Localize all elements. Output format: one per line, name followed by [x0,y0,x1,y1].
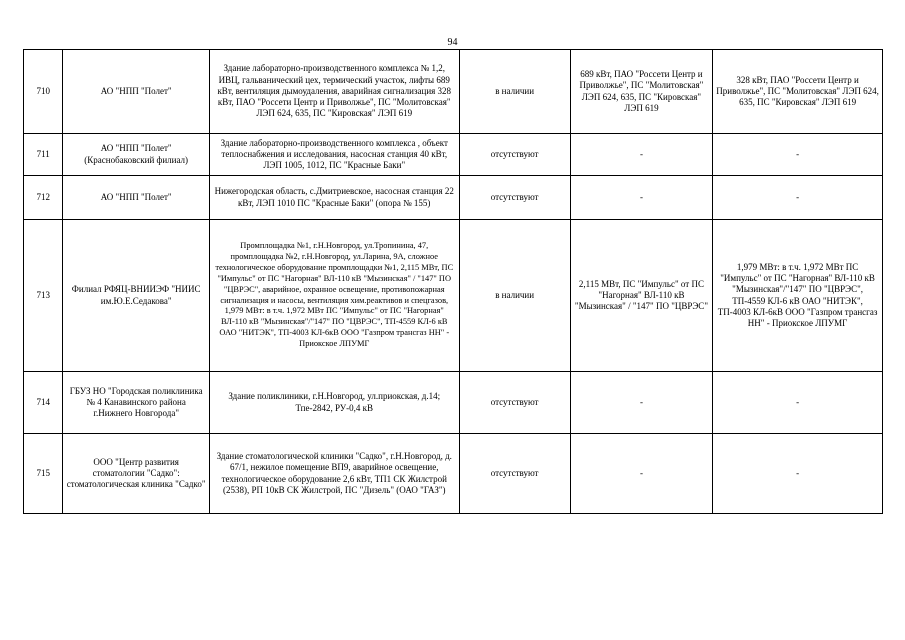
availability-status: отсутствуют [459,372,570,434]
power-source-1: - [570,134,712,176]
availability-status: в наличии [459,220,570,372]
power-source-1: - [570,372,712,434]
availability-status: отсутствуют [459,434,570,514]
organization-name: АО "НПП "Полет" (Краснобаковский филиал) [63,134,210,176]
row-number: 713 [24,220,63,372]
organization-name: ООО "Центр развития стоматологии "Садко": стоматологическая клиника "Садко" [63,434,210,514]
object-description: Промплощадка №1, г.Н.Новгород, ул.Тропинина, 47, промплощадка №2, г.Н.Новгород, ул.Ларина, 9А, сложное технологическое оборудование промплощадки №1, 2,115 МВт, ПС "Импульс" от ПС "Нагорная" ВЛ-110 кВ "Мызинская" / "147" ПО "ЦВРЭС", аварийное, охранное освещение, противопожарная сигнализация и насосы, вентиляция хим.реактивов и спецгазов, 1,979 МВт: в т.ч. 1,972 МВт ПС "Импульс" от ПС "Нагорная" ВЛ-110 кВ "Мызинская"/"147" ПО "ЦВРЭС", ТП-4559 КЛ-6 кВ ОАО "НИТЭК", ТП-4003 КЛ-6кВ ООО "Газпром трансгаз НН" - Приокское ЛПУМГ [209,220,459,372]
power-source-1: 689 кВт, ПАО "Россети Центр и Приволжье", ПС "Молитовская" ЛЭП 624, 635, ПС "Кировская" ЛЭП 619 [570,50,712,134]
availability-status: отсутствуют [459,134,570,176]
row-number: 711 [24,134,63,176]
power-source-1: - [570,434,712,514]
row-number: 715 [24,434,63,514]
object-description: Здание лабораторно-производственного комплекса , объект теплоснабжения и исследования, насосная станция 40 кВт, ЛЭП 1005, 1012, ПС "Красные Баки" [209,134,459,176]
organization-name: АО "НПП "Полет" [63,50,210,134]
power-source-1: 2,115 МВт, ПС "Импульс" от ПС "Нагорная" ВЛ-110 кВ "Мызинская" / "147" ПО "ЦВРЭС" [570,220,712,372]
table-row [24,372,883,434]
row-number: 714 [24,372,63,434]
availability-status: в наличии [459,50,570,134]
power-source-2: 1,979 МВт: в т.ч. 1,972 МВт ПС "Импульс" от ПС "Нагорная" ВЛ-110 кВ "Мызинская"/"147" ПО "ЦВРЭС", ТП-4559 КЛ-6 кВ ОАО "НИТЭК", ТП-4003 КЛ-6кВ ООО "Газпром трансгаз НН" - Приокское ЛПУМГ [713,220,883,372]
object-description: Здание лабораторно-производственного комплекса № 1,2, ИВЦ, гальванический цех, термический участок, лифты 689 кВт, вентиляция дымоудаления, аварийная сигнализация 328 кВт, ПАО "Россети Центр и Приволжье", ПС "Молитовская" ЛЭП 624, 635, ПС "Кировская" ЛЭП 619 [209,50,459,134]
power-source-2: 328 кВт, ПАО "Россети Центр и Приволжье", ПС "Молитовская" ЛЭП 624, 635, ПС "Кировская" ЛЭП 619 [713,50,883,134]
table-row [24,176,883,220]
organization-name: АО "НПП "Полет" [63,176,210,220]
table-row [24,434,883,514]
table-row [24,134,883,176]
object-description: Здание стоматологической клиники "Садко", г.Н.Новгород, д. 67/1, нежилое помещение ВП9, аварийное освещение, технологическое оборудование 2,6 кВт, ТП1 СК Жилстрой (2538), РП 10кВ СК Жилстрой, ПС "Дизель" (ОАО "ГАЗ") [209,434,459,514]
power-source-2: - [713,372,883,434]
power-source-1: - [570,176,712,220]
organization-name: ГБУЗ НО "Городская поликлиника № 4 Канавинского района г.Нижнего Новгорода" [63,372,210,434]
availability-status: отсутствуют [459,176,570,220]
row-number: 710 [24,50,63,134]
table-row [24,50,883,134]
table-row [24,220,883,372]
power-source-2: - [713,176,883,220]
page-number: 94 [447,37,458,48]
object-description: Здание поликлиники, г.Н.Новгород, ул.приокская, д.14; Тпе-2842, РУ-0,4 кВ [209,372,459,434]
registry-table [23,49,883,514]
power-source-2: - [713,434,883,514]
object-description: Нижегородская область, с.Дмитриевское, насосная станция 22 кВт, ЛЭП 1010 ПС "Красные Баки" (опора № 155) [209,176,459,220]
organization-name: Филиал РФЯЦ-ВНИИЭФ "НИИС им.Ю.Е.Седакова" [63,220,210,372]
row-number: 712 [24,176,63,220]
power-source-2: - [713,134,883,176]
